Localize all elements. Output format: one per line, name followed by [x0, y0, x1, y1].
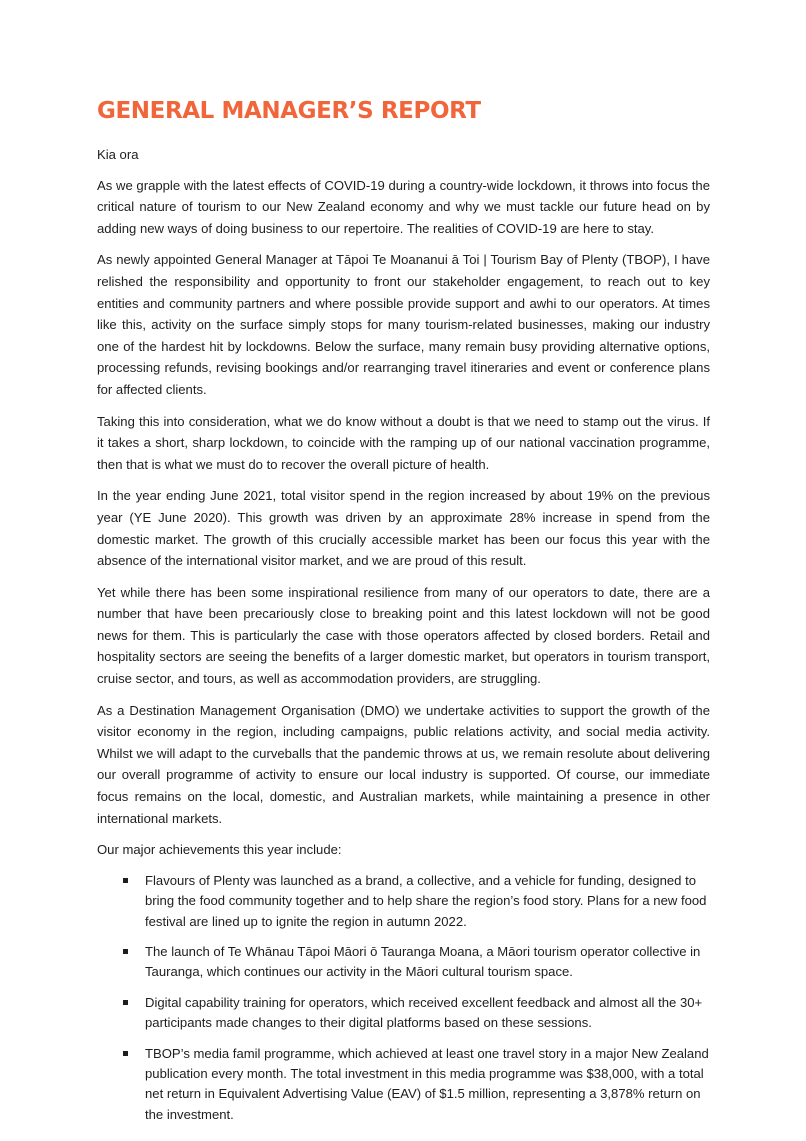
square-bullet-icon — [123, 1051, 128, 1056]
list-item-text: TBOP’s media famil programme, which achieved at least one travel story in a major New Zealand publication every month. The total investment in this media programme was $38,000, with a total net return in Equivalent Advertising Value (EAV) of $1.5 million, representing a 3,878% return on the investment. — [145, 1045, 709, 1122]
page-title: GENERAL MANAGER’S REPORT — [97, 98, 481, 124]
greeting: Kia ora — [97, 147, 139, 162]
list-item — [97, 1044, 710, 1126]
list-item — [97, 942, 710, 983]
list-item-text: The launch of Te Whānau Tāpoi Māori ō Tauranga Moana, a Māori tourism operator collective in Tauranga, which continues our activity in the Māori cultural tourism space. — [145, 944, 701, 980]
list-item — [97, 993, 710, 1034]
list-item-text: Digital capability training for operators, which received excellent feedback and almost all the 30+ participants made changes to their digital platforms based on these sessions. — [145, 994, 703, 1031]
square-bullet-icon — [123, 949, 128, 954]
paragraph-visitor-spend: In the year ending June 2021, total visitor spend in the region increased by about 19% on the previous year (YE June 2020). This growth was driven by an approximate 28% increase in spend from the domestic market. The growth of this crucially accessible market has been our focus this year with the absence of the international visitor market, and we are proud of this result. — [97, 488, 710, 569]
square-bullet-icon — [123, 1000, 128, 1005]
paragraph-achievements-intro: Our major achievements this year include: — [97, 842, 342, 858]
paragraph-dmo: As a Destination Management Organisation (DMO) we undertake activities to support the growth of the visitor economy in the region, including campaigns, public relations activity, and social media activity. Whilst we will adapt to the curveballs that the pandemic throws at us, we remain resolute about delivering our overall programme of activity to ensure our local industry is supported. Of course, our immediate focus remains on the local, domestic, and Australian markets, while maintaining a presence in other international markets. — [97, 702, 710, 826]
square-bullet-icon — [123, 878, 128, 883]
achievements-list — [97, 871, 710, 1125]
paragraph-operators: Yet while there has been some inspirational resilience from many of our operators to date, there are a number that have been precariously close to breaking point and this latest lockdown will not be good news for them. This is particularly the case with those operators affected by closed borders. Retail and hospitality sectors are seeing the benefits of a larger domestic market, but operators in tourism transport, cruise sector, and tours, as well as accommodation providers, are struggling. — [97, 584, 710, 687]
paragraph-appointment: As newly appointed General Manager at Tāpoi Te Moananui ā Toi | Tourism Bay of Plenty (TBOP), I have relished the responsibility and opportunity to front our stakeholder engagement, to reach out to key entities and community partners and where possible provide support and awhi to our operators. At times like this, activity on the surface simply stops for many tourism-related businesses, making our industry one of the hardest hit by lockdowns. Below the surface, many remain busy providing alternative options, processing refunds, revising bookings and/or rearranging travel itineraries and event or conference plans for affected clients. — [97, 252, 710, 397]
list-item-text: Flavours of Plenty was launched as a brand, a collective, and a vehicle for funding, designed to bring the food community together and to help share the region’s food story. Plans for a new food festival are lined up to ignite the region in autumn 2022. — [145, 872, 707, 929]
paragraph-lockdown: Taking this into consideration, what we do know without a doubt is that we need to stamp out the virus. If it takes a short, sharp lockdown, to coincide with the ramping up of our national vaccination programme, then that is what we must do to recover the overall picture of health. — [97, 413, 710, 472]
paragraph-intro: As we grapple with the latest effects of COVID-19 during a country-wide lockdown, it throws into focus the critical nature of tourism to our New Zealand economy and why we must tackle our future head on by adding new ways of doing business to our repertoire. The realities of COVID-19 are here to stay. — [97, 177, 710, 236]
report-body — [97, 144, 710, 1135]
list-item — [97, 871, 710, 932]
